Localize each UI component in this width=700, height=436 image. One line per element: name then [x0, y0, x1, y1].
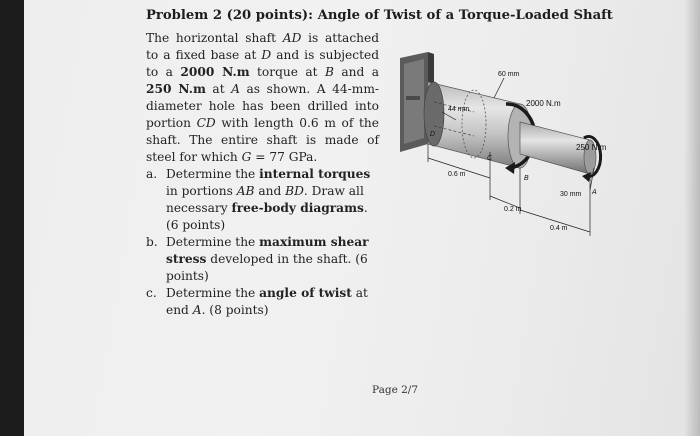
point-c: C — [487, 155, 493, 162]
label-44mm: 44 mm — [448, 106, 470, 113]
problem-statement: The horizontal shaft AD is attached to a fixed base at D and is subjected to a 2000 N.m torque at B and a 250 N.m at A as shown. A 44-mm-diameter hole has been drilled into portion CD with length 0.6 m of the shaft. The entire shaft is made of steel for which G = 77 GPa. — [146, 31, 380, 164]
len-cd: 0.6 m — [448, 171, 466, 178]
point-b: B — [524, 175, 529, 182]
question-b: b. Determine the maximum shear stress developed in the shaft. (6 points) — [146, 235, 369, 283]
question-c: c. Determine the angle of twist at end A. (8 points) — [146, 286, 368, 317]
point-a: A — [592, 189, 597, 196]
len-bc: 0.2 m — [504, 206, 522, 213]
label-250: 250 N.m — [576, 143, 607, 152]
problem-text — [146, 30, 379, 319]
shaft-figure — [394, 44, 636, 244]
problem-title: Problem 2 (20 points): Angle of Twist of a Torque-Loaded Shaft — [146, 8, 613, 23]
question-list — [146, 166, 379, 319]
page-number: Page 2/7 — [372, 384, 419, 396]
len-ab: 0.4 m — [550, 225, 568, 232]
point-d: D — [430, 131, 436, 138]
page-shadow — [684, 0, 700, 436]
question-a: a. Determine the internal torques in portions AB and BD. Draw all necessary free-body diagrams. (6 points) — [146, 167, 371, 232]
shaft-large-segment — [424, 82, 532, 168]
label-60mm: 60 mm — [498, 71, 520, 78]
label-2000: 2000 N.m — [526, 99, 561, 108]
label-30mm: 30 mm — [560, 191, 582, 198]
